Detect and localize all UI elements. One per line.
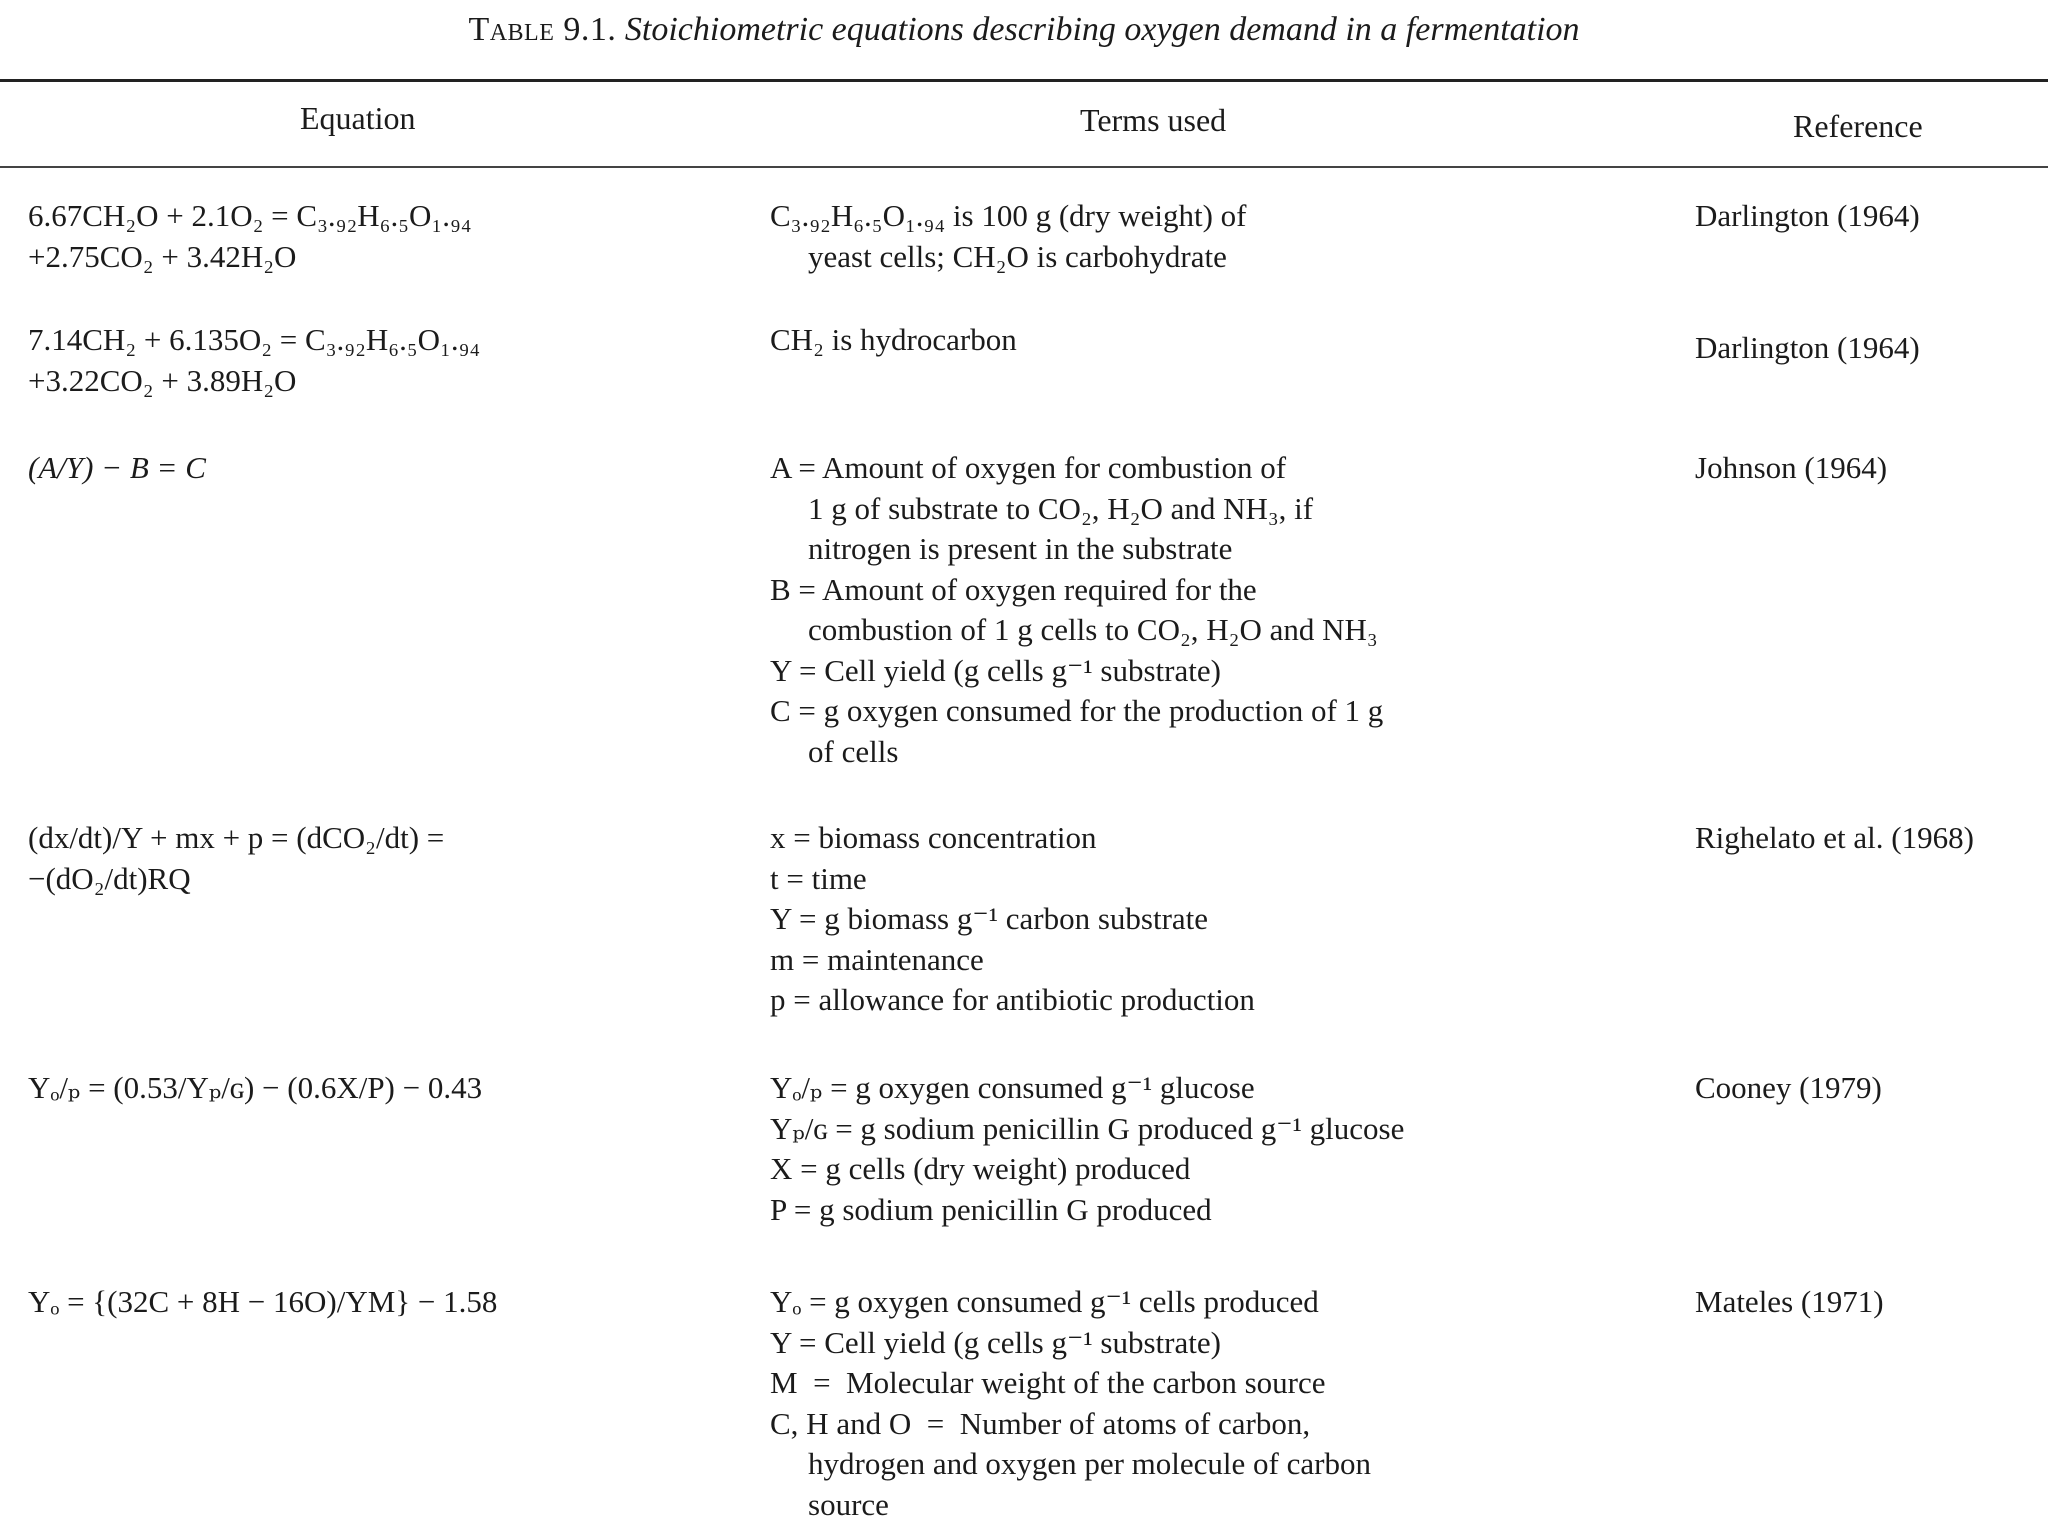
equation-line: +3.22CO₂ + 3.89H₂O — [28, 362, 297, 398]
equation-cell — [28, 1068, 748, 1109]
terms-line: X = g cells (dry weight) produced — [770, 1151, 1191, 1186]
terms-line: nitrogen is present in the substrate — [808, 531, 1233, 566]
terms-line: hydrogen and oxygen per molecule of carbon — [808, 1446, 1371, 1481]
terms-line: C₃.₉₂H₆.₅O₁.₉₄ is 100 g (dry weight) of — [770, 198, 1247, 233]
terms-cell — [770, 448, 1670, 772]
reference-cell: Darlington (1964) — [1695, 330, 1920, 365]
terms-line: Yₒ = g oxygen consumed g⁻¹ cells produced — [770, 1284, 1319, 1319]
terms-line: x = biomass concentration — [770, 820, 1097, 855]
reference-cell: Johnson (1964) — [1695, 450, 1888, 485]
reference-cell: Cooney (1979) — [1695, 1070, 1882, 1105]
equation-line: (dx/dt)/Y + mx + p = (dCO₂/dt) = — [28, 820, 445, 855]
terms-cell — [770, 1282, 1670, 1525]
terms-line: 1 g of substrate to CO₂, H₂O and NH₃, if — [808, 490, 1314, 526]
terms-line: p = allowance for antibiotic production — [770, 982, 1255, 1017]
terms-line: t = time — [770, 860, 867, 896]
terms-cell — [770, 196, 1670, 277]
terms-line: Y = Cell yield (g cells g⁻¹ substrate) — [770, 1324, 1221, 1360]
header-rule — [0, 166, 2048, 168]
equation-line: −(dO₂/dt)RQ — [28, 860, 191, 896]
equation-line: (A/Y) − B = C — [28, 450, 206, 485]
table-number: Table 9.1. — [468, 11, 617, 48]
equation-line: 7.14CH₂ + 6.135O₂ = C₃.₉₂H₆.₅O₁.₉₄ — [28, 322, 481, 357]
header-reference: Reference — [1793, 108, 1923, 144]
equation-line: 6.67CH₂O + 2.1O₂ = C₃.₉₂H₆.₅O₁.₉₄ — [28, 198, 472, 233]
terms-line: C, H and O = Number of atoms of carbon, — [770, 1405, 1311, 1441]
terms-line: Y = g biomass g⁻¹ carbon substrate — [770, 901, 1209, 936]
equation-line: Yₒ = {(32C + 8H − 16O)/YM} − 1.58 — [28, 1284, 498, 1319]
equation-cell — [28, 1282, 748, 1323]
terms-line: of cells — [808, 733, 899, 769]
terms-line: source — [808, 1486, 889, 1522]
terms-line: Yₒ/ₚ = g oxygen consumed g⁻¹ glucose — [770, 1070, 1255, 1105]
terms-line: yeast cells; CH₂O is carbohydrate — [808, 238, 1227, 274]
terms-line: P = g sodium penicillin G produced — [770, 1191, 1212, 1227]
terms-cell — [770, 1068, 1670, 1230]
terms-cell — [770, 818, 1670, 1021]
equation-cell — [28, 320, 748, 401]
terms-line: m = maintenance — [770, 941, 984, 977]
equation-cell — [28, 448, 748, 489]
header-equation: Equation — [300, 100, 416, 136]
terms-line: C = g oxygen consumed for the production of 1 g — [770, 693, 1384, 728]
equation-line: Yₒ/ₚ = (0.53/Yₚ/ɢ) − (0.6X/P) − 0.43 — [28, 1070, 483, 1105]
reference-cell: Darlington (1964) — [1695, 198, 1920, 233]
equation-line: +2.75CO₂ + 3.42H₂O — [28, 238, 297, 274]
terms-line: A = Amount of oxygen for combustion of — [770, 450, 1287, 485]
terms-cell — [770, 320, 1670, 361]
terms-line: B = Amount of oxygen required for the — [770, 571, 1257, 607]
equation-cell — [28, 818, 748, 899]
table-caption — [0, 8, 2048, 52]
terms-line: M = Molecular weight of the carbon source — [770, 1365, 1326, 1400]
header-terms-used: Terms used — [1080, 102, 1227, 138]
terms-line: Yₚ/ɢ = g sodium penicillin G produced g⁻¹ glucose — [770, 1110, 1405, 1146]
equation-cell — [28, 196, 748, 277]
terms-line: Y = Cell yield (g cells g⁻¹ substrate) — [770, 652, 1221, 688]
terms-line: combustion of 1 g cells to CO₂, H₂O and NH₃ — [808, 612, 1378, 647]
reference-cell: Mateles (1971) — [1695, 1284, 1884, 1319]
reference-cell: Righelato et al. (1968) — [1695, 820, 1974, 855]
terms-line: CH₂ is hydrocarbon — [770, 322, 1017, 357]
top-rule — [0, 79, 2048, 82]
table-title: Stoichiometric equations describing oxygen demand in a fermentation — [624, 11, 1580, 48]
